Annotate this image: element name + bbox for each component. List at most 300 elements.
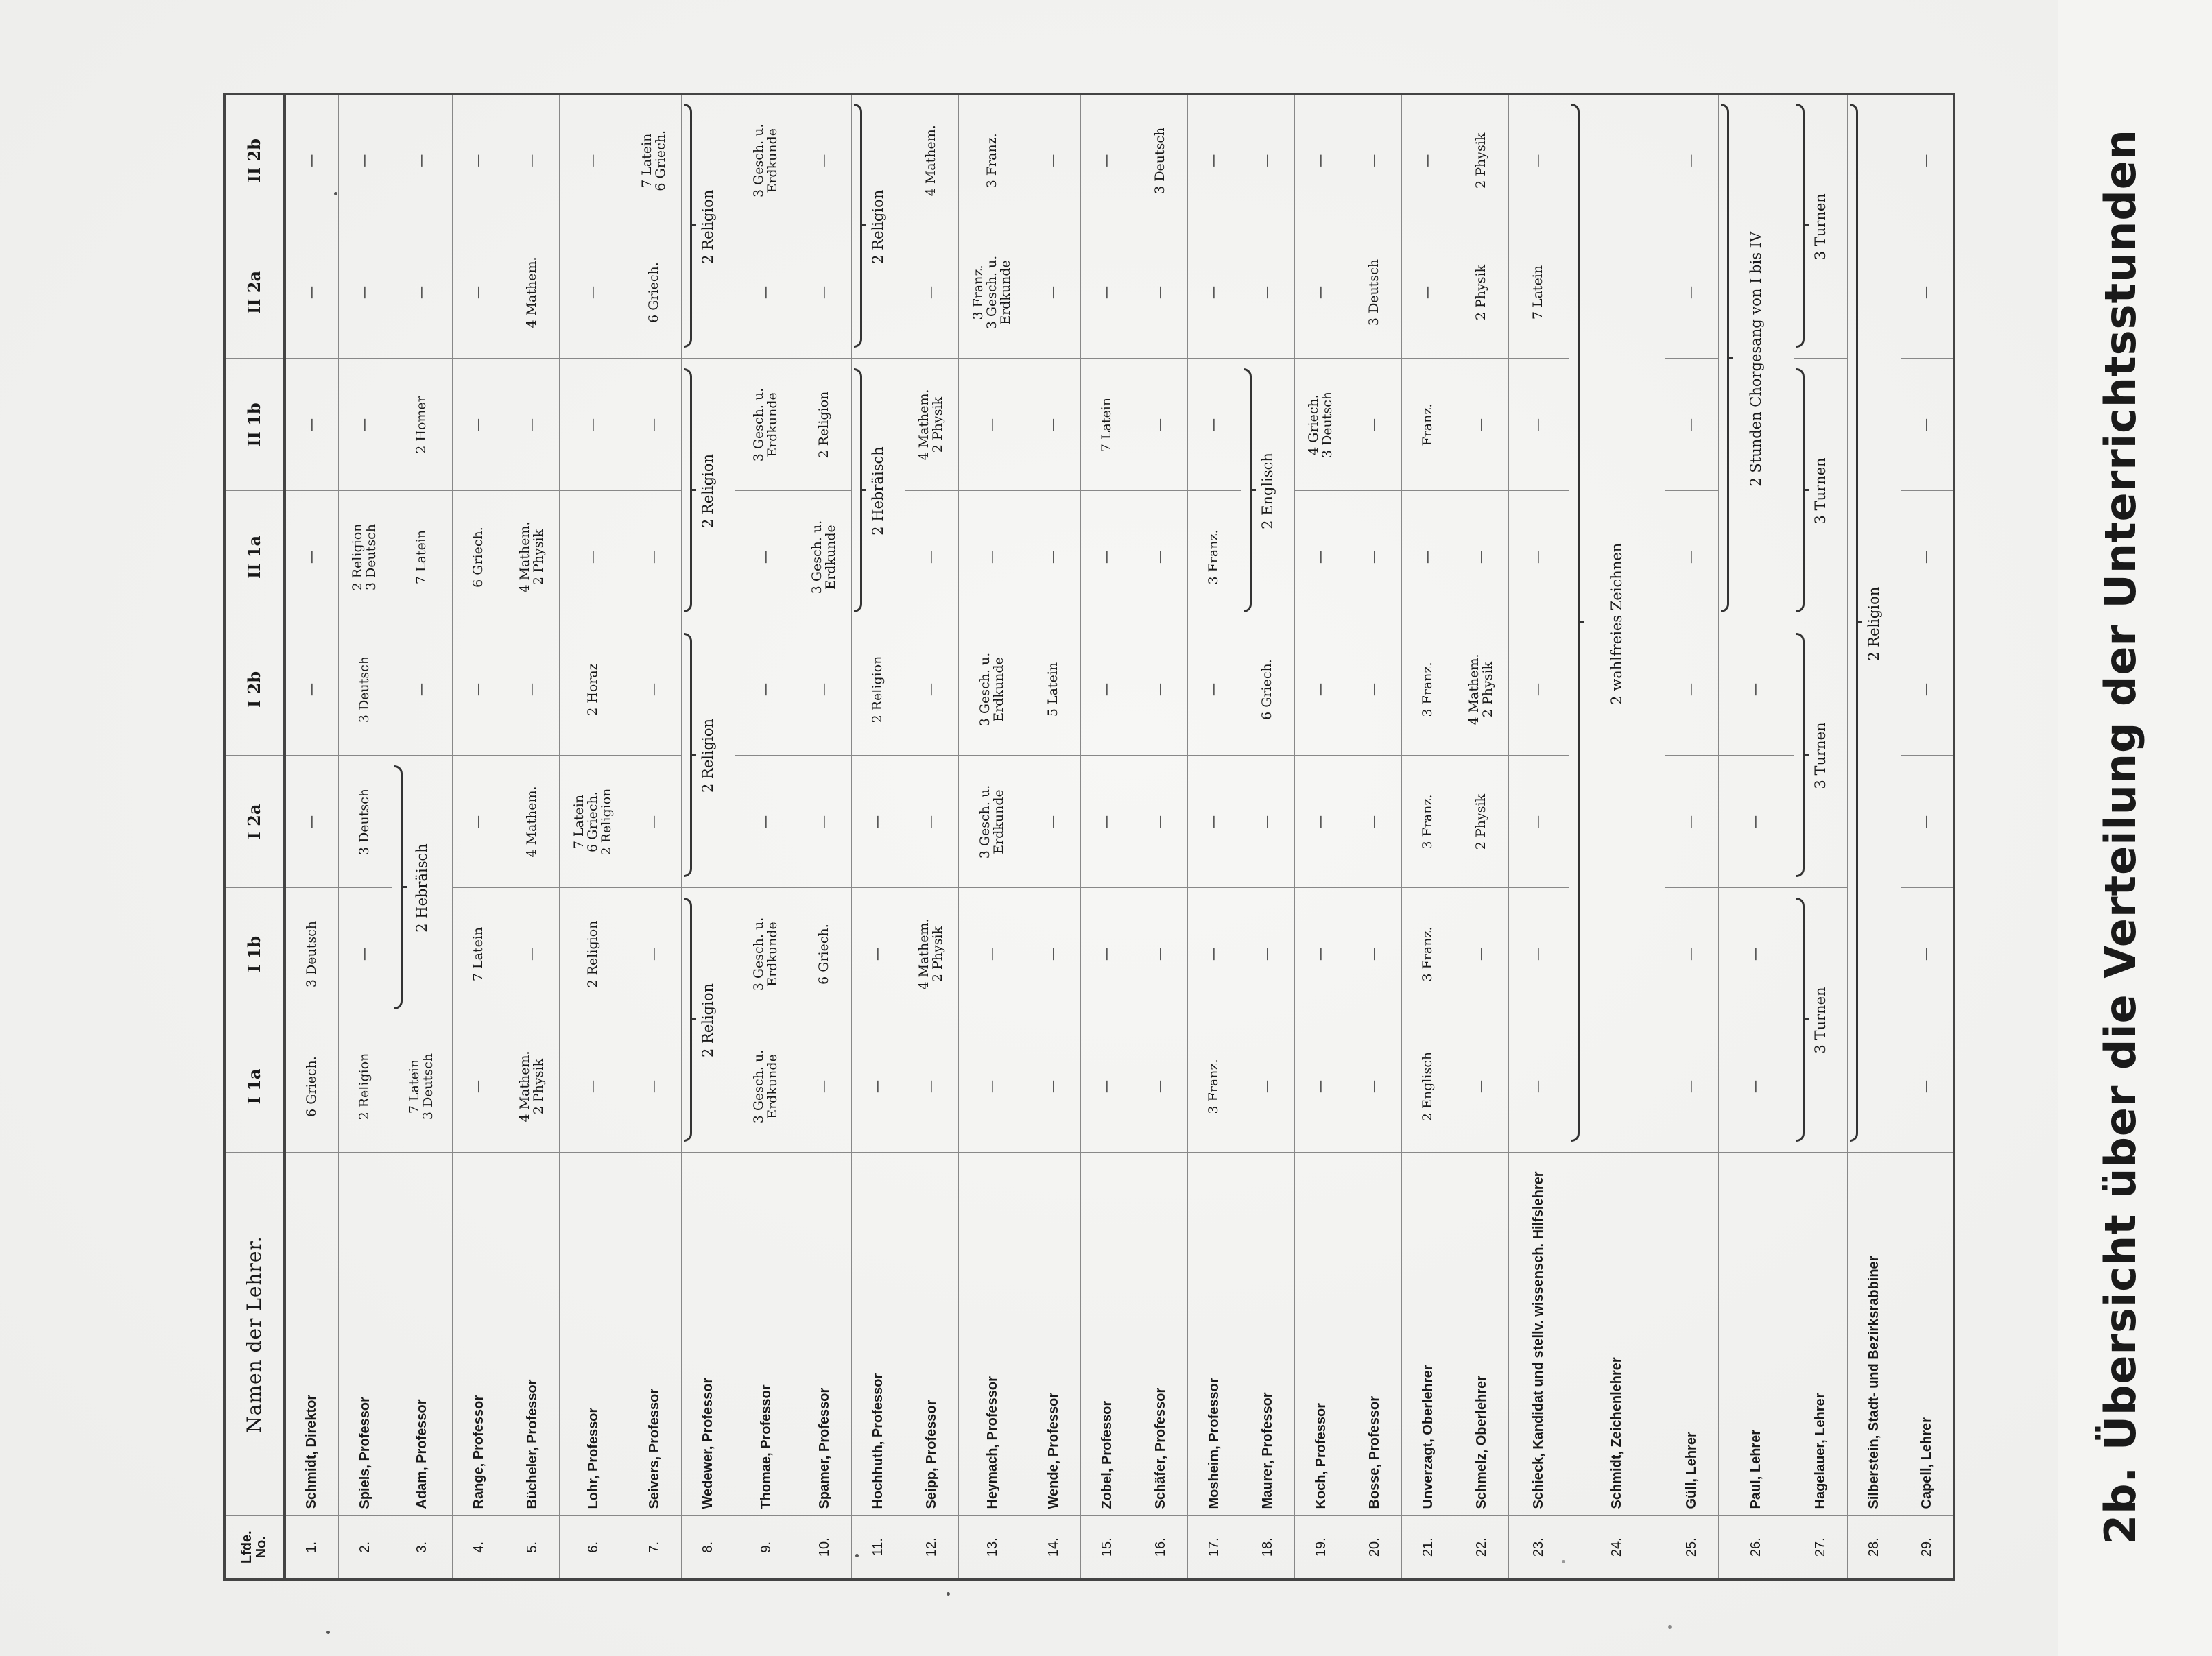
lesson-cell-span: 3 Turnen bbox=[1794, 623, 1847, 888]
lesson-cell: — bbox=[506, 623, 559, 756]
table-row bbox=[1187, 94, 1241, 1579]
lesson-cell: — bbox=[506, 359, 559, 491]
lesson-cell: — bbox=[851, 1020, 905, 1153]
lesson-cell: 3 Gesch. u. Erdkunde bbox=[735, 359, 798, 491]
lesson-cell: — bbox=[1294, 623, 1348, 756]
row-number: 9. bbox=[735, 1516, 798, 1579]
lesson-cell: — bbox=[559, 1020, 628, 1153]
table-row bbox=[392, 94, 452, 1579]
lesson-cell: — bbox=[1348, 491, 1401, 623]
row-number: 4. bbox=[452, 1516, 506, 1579]
lesson-cell: — bbox=[392, 226, 452, 359]
teacher-name: Spiels, Professor bbox=[338, 1153, 392, 1516]
lesson-cell: — bbox=[1665, 1020, 1718, 1153]
lesson-cell: 4 Mathem. bbox=[506, 226, 559, 359]
lesson-cell: — bbox=[1348, 888, 1401, 1020]
lesson-cell: 7 Latein bbox=[1508, 226, 1569, 359]
lesson-cell: — bbox=[1294, 888, 1348, 1020]
lesson-cell: — bbox=[1508, 359, 1569, 491]
lesson-cell: — bbox=[1348, 94, 1401, 226]
teacher-name: Mosheim, Professor bbox=[1187, 1153, 1241, 1516]
lesson-cell: — bbox=[1665, 359, 1718, 491]
lesson-cell: — bbox=[958, 888, 1027, 1020]
lesson-cell: — bbox=[905, 491, 958, 623]
lesson-cell: 2 Physik bbox=[1455, 756, 1508, 888]
lesson-cell: — bbox=[1401, 491, 1455, 623]
lesson-cell: — bbox=[338, 94, 392, 226]
lesson-cell: — bbox=[1134, 491, 1187, 623]
lesson-cell: — bbox=[735, 226, 798, 359]
row-number: 17. bbox=[1187, 1516, 1241, 1579]
row-number: 5. bbox=[506, 1516, 559, 1579]
lesson-cell: — bbox=[1455, 1020, 1508, 1153]
lesson-cell: 3 Deutsch bbox=[338, 756, 392, 888]
lesson-cell: — bbox=[452, 623, 506, 756]
row-number: 3. bbox=[392, 1516, 452, 1579]
lesson-cell: — bbox=[958, 491, 1027, 623]
row-number: 7. bbox=[628, 1516, 681, 1579]
lesson-cell: 5 Latein bbox=[1027, 623, 1080, 756]
lesson-cell: — bbox=[452, 1020, 506, 1153]
lesson-cell: — bbox=[1027, 226, 1080, 359]
lesson-cell: — bbox=[1294, 491, 1348, 623]
lesson-cell: 3 Franz. bbox=[1401, 756, 1455, 888]
lesson-cell: — bbox=[452, 359, 506, 491]
teacher-name: Schmidt, Direktor bbox=[285, 1153, 338, 1516]
lesson-cell-span: 2 Religion bbox=[851, 94, 905, 359]
table-row bbox=[1718, 94, 1794, 1579]
lesson-cell: 3 Gesch. u. Erdkunde bbox=[735, 94, 798, 226]
lesson-cell: 7 Latein 6 Griech. bbox=[628, 94, 681, 226]
lesson-cell: — bbox=[1294, 226, 1348, 359]
lesson-cell: 4 Mathem. 2 Physik bbox=[905, 888, 958, 1020]
lesson-cell: — bbox=[851, 888, 905, 1020]
teacher-name: Wende, Professor bbox=[1027, 1153, 1080, 1516]
lesson-cell: Franz. bbox=[1401, 359, 1455, 491]
lesson-cell: — bbox=[735, 756, 798, 888]
lesson-cell: — bbox=[1294, 94, 1348, 226]
table-row bbox=[1080, 94, 1134, 1579]
lesson-cell: 2 Homer bbox=[392, 359, 452, 491]
lesson-cell: — bbox=[1027, 888, 1080, 1020]
lesson-cell: — bbox=[285, 94, 338, 226]
lesson-cell: 2 Religion bbox=[851, 623, 905, 756]
lesson-cell: — bbox=[1665, 491, 1718, 623]
lesson-cell: — bbox=[905, 756, 958, 888]
lesson-cell: 4 Mathem. 2 Physik bbox=[905, 359, 958, 491]
lesson-cell: 6 Griech. bbox=[452, 491, 506, 623]
column-header-class: II 1b bbox=[224, 359, 285, 491]
lesson-cell: 4 Mathem. 2 Physik bbox=[506, 1020, 559, 1153]
speck bbox=[326, 1631, 330, 1634]
lesson-cell-span: 2 Englisch bbox=[1241, 359, 1294, 623]
lesson-cell: — bbox=[285, 491, 338, 623]
lesson-cell: — bbox=[1401, 226, 1455, 359]
lesson-cell: — bbox=[285, 226, 338, 359]
lesson-cell: — bbox=[285, 623, 338, 756]
lesson-cell-span: 2 Religion bbox=[1847, 94, 1901, 1153]
lesson-cell: — bbox=[735, 491, 798, 623]
teacher-name: Lohr, Professor bbox=[559, 1153, 628, 1516]
lesson-cell: 4 Mathem. bbox=[905, 94, 958, 226]
lesson-cell-span: 2 Religion bbox=[681, 623, 735, 888]
lesson-cell: — bbox=[905, 623, 958, 756]
lesson-cell: — bbox=[1187, 226, 1241, 359]
row-number: 2. bbox=[338, 1516, 392, 1579]
table-body bbox=[285, 94, 1954, 1579]
lesson-cell: — bbox=[1348, 756, 1401, 888]
lesson-cell: 6 Griech. bbox=[1241, 623, 1294, 756]
lesson-cell-span: 2 wahlfreies Zeichnen bbox=[1569, 94, 1665, 1153]
lesson-cell: — bbox=[1241, 226, 1294, 359]
lesson-cell: — bbox=[338, 226, 392, 359]
table-row bbox=[285, 94, 338, 1579]
lesson-cell: — bbox=[798, 94, 851, 226]
lesson-cell: 6 Griech. bbox=[628, 226, 681, 359]
lesson-cell: — bbox=[628, 1020, 681, 1153]
lesson-cell: 3 Franz. bbox=[1401, 888, 1455, 1020]
lesson-cell: — bbox=[1080, 94, 1134, 226]
row-number: 27. bbox=[1794, 1516, 1847, 1579]
lesson-cell-span: 2 Hebräisch bbox=[851, 359, 905, 623]
lesson-cell: 2 Religion 3 Deutsch bbox=[338, 491, 392, 623]
table-row bbox=[905, 94, 958, 1579]
row-number: 22. bbox=[1455, 1516, 1508, 1579]
lesson-cell: — bbox=[1027, 359, 1080, 491]
teacher-name: Seivers, Professor bbox=[628, 1153, 681, 1516]
lesson-cell: — bbox=[1294, 1020, 1348, 1153]
speck bbox=[334, 192, 337, 195]
column-header-class: II 2a bbox=[224, 226, 285, 359]
lesson-cell: — bbox=[905, 1020, 958, 1153]
lesson-cell: 2 Horaz bbox=[559, 623, 628, 756]
lesson-cell: 3 Franz. bbox=[1187, 491, 1241, 623]
lesson-cell: 7 Latein bbox=[452, 888, 506, 1020]
column-header-class: II 2b bbox=[224, 94, 285, 226]
lesson-cell-span: 3 Turnen bbox=[1794, 359, 1847, 623]
lesson-cell: — bbox=[958, 1020, 1027, 1153]
table-row bbox=[1569, 94, 1665, 1579]
row-number: 13. bbox=[958, 1516, 1027, 1579]
row-number: 8. bbox=[681, 1516, 735, 1579]
teacher-schedule-table bbox=[223, 93, 1955, 1581]
lesson-cell: 3 Deutsch bbox=[285, 888, 338, 1020]
lesson-cell: — bbox=[285, 359, 338, 491]
row-number: 18. bbox=[1241, 1516, 1294, 1579]
lesson-cell: — bbox=[1187, 359, 1241, 491]
table-row bbox=[1134, 94, 1187, 1579]
lesson-cell: — bbox=[1134, 888, 1187, 1020]
teacher-name: Bücheler, Professor bbox=[506, 1153, 559, 1516]
lesson-cell: — bbox=[1080, 226, 1134, 359]
lesson-cell: 3 Gesch. u. Erdkunde bbox=[958, 756, 1027, 888]
lesson-cell: 2 Religion bbox=[798, 359, 851, 491]
page-title: 2b. Übersicht über die Verteilung der Unterrichtsstunden bbox=[2095, 129, 2145, 1544]
lesson-cell: — bbox=[735, 623, 798, 756]
table-row bbox=[798, 94, 851, 1579]
row-number: 6. bbox=[559, 1516, 628, 1579]
lesson-cell: — bbox=[285, 756, 338, 888]
speck bbox=[855, 1554, 859, 1557]
row-number: 20. bbox=[1348, 1516, 1401, 1579]
column-header-no: Lfde. No. bbox=[224, 1516, 285, 1579]
column-header-class: I 2a bbox=[224, 756, 285, 888]
lesson-cell: — bbox=[1455, 491, 1508, 623]
column-header-class: II 1a bbox=[224, 491, 285, 623]
row-number: 21. bbox=[1401, 1516, 1455, 1579]
table-row bbox=[1241, 94, 1294, 1579]
lesson-cell: — bbox=[1187, 888, 1241, 1020]
lesson-cell: — bbox=[338, 888, 392, 1020]
teacher-name: Koch, Professor bbox=[1294, 1153, 1348, 1516]
lesson-cell: 7 Latein bbox=[392, 491, 452, 623]
lesson-cell: — bbox=[1665, 888, 1718, 1020]
lesson-cell: — bbox=[452, 226, 506, 359]
lesson-cell: — bbox=[798, 1020, 851, 1153]
lesson-cell: — bbox=[452, 94, 506, 226]
table-row bbox=[851, 94, 905, 1579]
column-header-class: I 1b bbox=[224, 888, 285, 1020]
lesson-cell: — bbox=[628, 623, 681, 756]
lesson-cell: — bbox=[1241, 1020, 1294, 1153]
table-row bbox=[1847, 94, 1901, 1579]
lesson-cell: — bbox=[1080, 1020, 1134, 1153]
lesson-cell-span: 2 Religion bbox=[681, 888, 735, 1153]
speck bbox=[1562, 1560, 1565, 1563]
table-row bbox=[452, 94, 506, 1579]
lesson-cell-span: 2 Hebräisch bbox=[392, 756, 452, 1020]
table-row bbox=[958, 94, 1027, 1579]
lesson-cell: — bbox=[798, 756, 851, 888]
lesson-cell: 2 Religion bbox=[559, 888, 628, 1020]
lesson-cell: 3 Franz. bbox=[1401, 623, 1455, 756]
lesson-cell: — bbox=[1665, 623, 1718, 756]
lesson-cell: — bbox=[1027, 491, 1080, 623]
lesson-cell: — bbox=[798, 226, 851, 359]
lesson-cell: — bbox=[1187, 94, 1241, 226]
row-number: 1. bbox=[285, 1516, 338, 1579]
lesson-cell: — bbox=[1901, 491, 1954, 623]
lesson-cell: — bbox=[1187, 756, 1241, 888]
table-row bbox=[1794, 94, 1847, 1579]
lesson-cell: — bbox=[1401, 94, 1455, 226]
lesson-cell: — bbox=[1080, 491, 1134, 623]
speck bbox=[947, 1592, 950, 1596]
lesson-cell: — bbox=[1718, 623, 1794, 756]
row-number: 24. bbox=[1569, 1516, 1665, 1579]
table-row bbox=[628, 94, 681, 1579]
lesson-cell: — bbox=[392, 623, 452, 756]
lesson-cell: 3 Deutsch bbox=[338, 623, 392, 756]
teacher-name: Wedewer, Professor bbox=[681, 1153, 735, 1516]
lesson-cell: — bbox=[1134, 1020, 1187, 1153]
rotated-sheet bbox=[223, 0, 2212, 1646]
table-row bbox=[1348, 94, 1401, 1579]
lesson-cell: 4 Mathem. bbox=[506, 756, 559, 888]
lesson-cell: 7 Latein 6 Griech. 2 Religion bbox=[559, 756, 628, 888]
column-header-class: I 1a bbox=[224, 1020, 285, 1153]
lesson-cell: — bbox=[452, 756, 506, 888]
lesson-cell: 3 Franz. bbox=[1187, 1020, 1241, 1153]
lesson-cell: — bbox=[1134, 359, 1187, 491]
lesson-cell: — bbox=[628, 359, 681, 491]
lesson-cell: 3 Deutsch bbox=[1348, 226, 1401, 359]
teacher-name: Zobel, Professor bbox=[1080, 1153, 1134, 1516]
lesson-cell: — bbox=[1134, 623, 1187, 756]
teacher-name: Hochhuth, Professor bbox=[851, 1153, 905, 1516]
lesson-cell: — bbox=[559, 491, 628, 623]
teacher-name: Unverzagt, Oberlehrer bbox=[1401, 1153, 1455, 1516]
lesson-cell: — bbox=[1718, 1020, 1794, 1153]
lesson-cell: — bbox=[1241, 888, 1294, 1020]
lesson-cell: 6 Griech. bbox=[798, 888, 851, 1020]
lesson-cell: — bbox=[506, 94, 559, 226]
lesson-cell: 3 Deutsch bbox=[1134, 94, 1187, 226]
teacher-name: Paul, Lehrer bbox=[1718, 1153, 1794, 1516]
lesson-cell: — bbox=[1348, 359, 1401, 491]
teacher-name: Bosse, Professor bbox=[1348, 1153, 1401, 1516]
teacher-name: Spamer, Professor bbox=[798, 1153, 851, 1516]
row-number: 12. bbox=[905, 1516, 958, 1579]
lesson-cell: — bbox=[1901, 888, 1954, 1020]
speck bbox=[1668, 1625, 1672, 1629]
table-row bbox=[559, 94, 628, 1579]
teacher-name: Schmidt, Zeichenlehrer bbox=[1569, 1153, 1665, 1516]
lesson-cell: 3 Gesch. u. Erdkunde bbox=[735, 1020, 798, 1153]
lesson-cell-span: 2 Religion bbox=[681, 94, 735, 359]
column-header-class: I 2b bbox=[224, 623, 285, 756]
table-row bbox=[1901, 94, 1954, 1579]
table-row bbox=[1027, 94, 1080, 1579]
lesson-cell: 3 Gesch. u. Erdkunde bbox=[798, 491, 851, 623]
lesson-cell: — bbox=[338, 359, 392, 491]
lesson-cell: — bbox=[1348, 1020, 1401, 1153]
lesson-cell: 7 Latein 3 Deutsch bbox=[392, 1020, 452, 1153]
lesson-cell: — bbox=[1027, 94, 1080, 226]
teacher-name: Schmelz, Oberlehrer bbox=[1455, 1153, 1508, 1516]
lesson-cell: 2 Religion bbox=[338, 1020, 392, 1153]
lesson-cell: 4 Griech. 3 Deutsch bbox=[1294, 359, 1348, 491]
lesson-cell: 3 Gesch. u. Erdkunde bbox=[735, 888, 798, 1020]
row-number: 15. bbox=[1080, 1516, 1134, 1579]
column-header-name: Namen der Lehrer. bbox=[224, 1153, 285, 1516]
lesson-cell: 3 Gesch. u. Erdkunde bbox=[958, 623, 1027, 756]
lesson-cell: — bbox=[1718, 756, 1794, 888]
lesson-cell: — bbox=[1508, 756, 1569, 888]
lesson-cell: 6 Griech. bbox=[285, 1020, 338, 1153]
table-row bbox=[735, 94, 798, 1579]
lesson-cell: — bbox=[1027, 756, 1080, 888]
row-number: 10. bbox=[798, 1516, 851, 1579]
lesson-cell: — bbox=[1134, 756, 1187, 888]
lesson-cell: — bbox=[1134, 226, 1187, 359]
teacher-name: Silberstein, Stadt- und Bezirksrabbiner bbox=[1847, 1153, 1901, 1516]
teacher-name: Range, Professor bbox=[452, 1153, 506, 1516]
lesson-cell: — bbox=[1508, 623, 1569, 756]
lesson-cell: — bbox=[1241, 756, 1294, 888]
lesson-cell-span: 3 Turnen bbox=[1794, 94, 1847, 359]
lesson-cell: 4 Mathem. 2 Physik bbox=[506, 491, 559, 623]
lesson-cell: — bbox=[1665, 94, 1718, 226]
lesson-cell: — bbox=[1901, 94, 1954, 226]
teacher-name: Adam, Professor bbox=[392, 1153, 452, 1516]
table-row bbox=[1455, 94, 1508, 1579]
lesson-cell: 2 Physik bbox=[1455, 226, 1508, 359]
table-row bbox=[1665, 94, 1718, 1579]
lesson-cell: — bbox=[628, 888, 681, 1020]
lesson-cell: — bbox=[1901, 226, 1954, 359]
table-row bbox=[506, 94, 559, 1579]
lesson-cell: — bbox=[1080, 623, 1134, 756]
teacher-name: Seipp, Professor bbox=[905, 1153, 958, 1516]
row-number: 19. bbox=[1294, 1516, 1348, 1579]
teacher-name: Schäfer, Professor bbox=[1134, 1153, 1187, 1516]
lesson-cell: — bbox=[1665, 226, 1718, 359]
lesson-cell: — bbox=[392, 94, 452, 226]
table-row bbox=[1508, 94, 1569, 1579]
lesson-cell: — bbox=[1027, 1020, 1080, 1153]
lesson-cell: — bbox=[1508, 1020, 1569, 1153]
lesson-cell: — bbox=[1508, 491, 1569, 623]
row-number: 23. bbox=[1508, 1516, 1569, 1579]
lesson-cell: — bbox=[1901, 359, 1954, 491]
lesson-cell: — bbox=[851, 756, 905, 888]
teacher-name: Capell, Lehrer bbox=[1901, 1153, 1954, 1516]
lesson-cell: — bbox=[1187, 623, 1241, 756]
row-number: 16. bbox=[1134, 1516, 1187, 1579]
lesson-cell: — bbox=[1665, 756, 1718, 888]
lesson-cell: 7 Latein bbox=[1080, 359, 1134, 491]
lesson-cell: 3 Franz. bbox=[958, 94, 1027, 226]
teacher-name: Hagelauer, Lehrer bbox=[1794, 1153, 1847, 1516]
table-row bbox=[338, 94, 392, 1579]
teacher-name: Schieck, Kandidat und stellv. wissensch. Hilfslehrer bbox=[1508, 1153, 1569, 1516]
lesson-cell: 2 Physik bbox=[1455, 94, 1508, 226]
teacher-name: Thomae, Professor bbox=[735, 1153, 798, 1516]
table-row bbox=[1294, 94, 1348, 1579]
lesson-cell: — bbox=[1901, 1020, 1954, 1153]
row-number: 11. bbox=[851, 1516, 905, 1579]
lesson-cell: 2 Englisch bbox=[1401, 1020, 1455, 1153]
lesson-cell-span: 2 Stunden Chorgesang von I bis IV bbox=[1718, 94, 1794, 623]
lesson-cell: — bbox=[1348, 623, 1401, 756]
lesson-cell: — bbox=[798, 623, 851, 756]
lesson-cell: — bbox=[1080, 888, 1134, 1020]
lesson-cell: — bbox=[1455, 359, 1508, 491]
lesson-cell-span: 3 Turnen bbox=[1794, 888, 1847, 1153]
lesson-cell: — bbox=[559, 359, 628, 491]
teacher-name: Güll, Lehrer bbox=[1665, 1153, 1718, 1516]
lesson-cell: — bbox=[1901, 756, 1954, 888]
lesson-cell: — bbox=[1080, 756, 1134, 888]
lesson-cell: 3 Franz. 3 Gesch. u. Erdkunde bbox=[958, 226, 1027, 359]
lesson-cell-span: 2 Religion bbox=[681, 359, 735, 623]
teacher-name: Heymach, Professor bbox=[958, 1153, 1027, 1516]
table-row bbox=[1401, 94, 1455, 1579]
header-row bbox=[224, 94, 285, 1579]
teacher-name: Maurer, Professor bbox=[1241, 1153, 1294, 1516]
lesson-cell: — bbox=[1241, 94, 1294, 226]
lesson-cell: — bbox=[905, 226, 958, 359]
row-number: 25. bbox=[1665, 1516, 1718, 1579]
row-number: 29. bbox=[1901, 1516, 1954, 1579]
lesson-cell: — bbox=[958, 359, 1027, 491]
lesson-cell: — bbox=[628, 491, 681, 623]
row-number: 14. bbox=[1027, 1516, 1080, 1579]
lesson-cell: — bbox=[1455, 888, 1508, 1020]
lesson-cell: — bbox=[1508, 888, 1569, 1020]
row-number: 26. bbox=[1718, 1516, 1794, 1579]
